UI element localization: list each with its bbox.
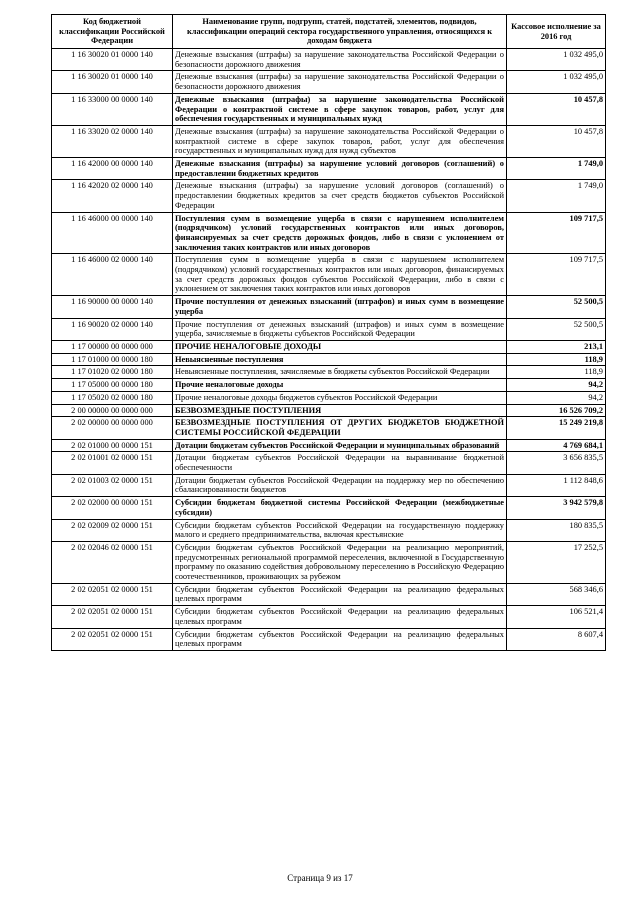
row-name-cell: Прочие поступления от денежных взысканий (штрафов) и иных сумм в возмещение ущерба bbox=[173, 296, 507, 318]
row-code-cell: 1 16 42020 02 0000 140 bbox=[52, 180, 173, 212]
table-row bbox=[52, 439, 606, 452]
table-row bbox=[52, 404, 606, 417]
row-amount-cell: 94,2 bbox=[507, 379, 606, 392]
row-code-cell: 1 16 90020 02 0000 140 bbox=[52, 318, 173, 340]
row-code-cell: 1 17 01000 00 0000 180 bbox=[52, 353, 173, 366]
row-amount-cell: 3 942 579,8 bbox=[507, 497, 606, 519]
row-name-cell: Субсидии бюджетам субъектов Российской Федерации на реализацию федеральных целевых программ bbox=[173, 583, 507, 605]
page-number: Страница 9 из 17 bbox=[287, 873, 353, 883]
row-amount-cell: 213,1 bbox=[507, 340, 606, 353]
table-body bbox=[52, 49, 606, 651]
table-row bbox=[52, 474, 606, 496]
table-row bbox=[52, 417, 606, 439]
table-row bbox=[52, 212, 606, 254]
header-amount-column: Кассовое исполнение за 2016 год bbox=[507, 15, 606, 49]
row-name-cell: БЕЗВОЗМЕЗДНЫЕ ПОСТУПЛЕНИЯ ОТ ДРУГИХ БЮДЖЕТОВ БЮДЖЕТНОЙ СИСТЕМЫ РОССИЙСКОЙ ФЕДЕРАЦИИ bbox=[173, 417, 507, 439]
row-code-cell: 1 16 90000 00 0000 140 bbox=[52, 296, 173, 318]
row-code-cell: 2 02 02009 02 0000 151 bbox=[52, 519, 173, 541]
row-amount-cell: 109 717,5 bbox=[507, 254, 606, 296]
table-row bbox=[52, 71, 606, 93]
row-code-cell: 2 02 02000 00 0000 151 bbox=[52, 497, 173, 519]
row-code-cell: 2 02 01003 02 0000 151 bbox=[52, 474, 173, 496]
row-code-cell: 1 17 00000 00 0000 000 bbox=[52, 340, 173, 353]
row-name-cell: Денежные взыскания (штрафы) за нарушение условий договоров (соглашений) о предоставлении бюджетных кредитов за счет средств бюджетов субъектов Российской Федерации bbox=[173, 180, 507, 212]
table-row bbox=[52, 452, 606, 474]
row-name-cell: Субсидии бюджетам субъектов Российской Федерации на реализацию федеральных целевых программ bbox=[173, 606, 507, 628]
table-row bbox=[52, 391, 606, 404]
row-name-cell: Субсидии бюджетам бюджетной системы Российской Федерации (межбюджетные субсидии) bbox=[173, 497, 507, 519]
budget-income-table bbox=[51, 14, 606, 651]
table-row bbox=[52, 340, 606, 353]
row-code-cell: 2 00 00000 00 0000 000 bbox=[52, 404, 173, 417]
table-row bbox=[52, 541, 606, 583]
row-amount-cell: 1 032 495,0 bbox=[507, 71, 606, 93]
table-row bbox=[52, 296, 606, 318]
row-code-cell: 2 02 02051 02 0000 151 bbox=[52, 583, 173, 605]
row-name-cell: Дотации бюджетам субъектов Российской Федерации на поддержку мер по обеспечению сбалансированности бюджетов bbox=[173, 474, 507, 496]
table-row bbox=[52, 366, 606, 379]
row-name-cell: Денежные взыскания (штрафы) за нарушение условий договоров (соглашений) о предоставлении бюджетных кредитов bbox=[173, 158, 507, 180]
header-name-column: Наименование групп, подгрупп, статей, подстатей, элементов, подвидов, классификации операций сектора государственного управления, относящихся к доходам бюджета bbox=[173, 15, 507, 49]
row-amount-cell: 1 032 495,0 bbox=[507, 49, 606, 71]
table-row bbox=[52, 158, 606, 180]
row-code-cell: 2 02 01001 02 0000 151 bbox=[52, 452, 173, 474]
row-amount-cell: 15 249 219,8 bbox=[507, 417, 606, 439]
row-name-cell: Денежные взыскания (штрафы) за нарушение законодательства Российской Федерации о контрактной системе в сфере закупок товаров, работ, услуг для обеспечения государственных и муниципальных нужд bbox=[173, 93, 507, 125]
row-code-cell: 1 17 05000 00 0000 180 bbox=[52, 379, 173, 392]
row-name-cell: Прочие поступления от денежных взысканий (штрафов) и иных сумм в возмещение ущерба, зачисляемые в бюджеты субъектов Российской Федерации bbox=[173, 318, 507, 340]
table-row bbox=[52, 180, 606, 212]
row-amount-cell: 3 656 835,5 bbox=[507, 452, 606, 474]
row-name-cell: Невыясненные поступления, зачисляемые в бюджеты субъектов Российской Федерации bbox=[173, 366, 507, 379]
row-name-cell: Дотации бюджетам субъектов Российской Федерации и муниципальных образований bbox=[173, 439, 507, 452]
row-name-cell: ПРОЧИЕ НЕНАЛОГОВЫЕ ДОХОДЫ bbox=[173, 340, 507, 353]
row-amount-cell: 1 112 848,6 bbox=[507, 474, 606, 496]
table-row bbox=[52, 379, 606, 392]
table-header-row bbox=[52, 15, 606, 49]
row-name-cell: Денежные взыскания (штрафы) за нарушение законодательства Российской Федерации о безопасности дорожного движения bbox=[173, 71, 507, 93]
row-amount-cell: 1 749,0 bbox=[507, 158, 606, 180]
row-name-cell: Невыясненные поступления bbox=[173, 353, 507, 366]
row-code-cell: 2 02 02046 02 0000 151 bbox=[52, 541, 173, 583]
row-name-cell: Субсидии бюджетам субъектов Российской Федерации на реализацию мероприятий, предусмотренных региональной программой переселения, включенной в Государственную программу по оказанию содействия добровольному переселению в Российскую Федерацию соотечественников, проживающих за рубежом bbox=[173, 541, 507, 583]
row-name-cell: Поступления сумм в возмещение ущерба в связи с нарушением исполнителем (подрядчиком) условий государственных контрактов или иных договоров, финансируемых за счет средств дорожных фондов, либо в связи с уклонением от заключения таких контрактов или иных договоров bbox=[173, 212, 507, 254]
header-code-column: Код бюджетной классификации Российской Федерации bbox=[52, 15, 173, 49]
table-row bbox=[52, 318, 606, 340]
row-amount-cell: 10 457,8 bbox=[507, 93, 606, 125]
row-name-cell: Дотации бюджетам субъектов Российской Федерации на выравнивание бюджетной обеспеченности bbox=[173, 452, 507, 474]
table-row bbox=[52, 93, 606, 125]
row-amount-cell: 180 835,5 bbox=[507, 519, 606, 541]
row-amount-cell: 118,9 bbox=[507, 353, 606, 366]
row-amount-cell: 118,9 bbox=[507, 366, 606, 379]
row-code-cell: 2 02 02051 02 0000 151 bbox=[52, 606, 173, 628]
table-row bbox=[52, 606, 606, 628]
row-amount-cell: 94,2 bbox=[507, 391, 606, 404]
row-amount-cell: 8 607,4 bbox=[507, 628, 606, 650]
row-amount-cell: 16 526 709,2 bbox=[507, 404, 606, 417]
row-name-cell: БЕЗВОЗМЕЗДНЫЕ ПОСТУПЛЕНИЯ bbox=[173, 404, 507, 417]
row-code-cell: 1 16 33020 02 0000 140 bbox=[52, 125, 173, 157]
row-amount-cell: 109 717,5 bbox=[507, 212, 606, 254]
row-amount-cell: 52 500,5 bbox=[507, 318, 606, 340]
row-name-cell: Денежные взыскания (штрафы) за нарушение законодательства Российской Федерации о контрактной системе в сфере закупок товаров, работ, услуг для обеспечения государственных и муниципальных нужд для нужд субъектов bbox=[173, 125, 507, 157]
row-amount-cell: 1 749,0 bbox=[507, 180, 606, 212]
row-amount-cell: 17 252,5 bbox=[507, 541, 606, 583]
row-name-cell: Денежные взыскания (штрафы) за нарушение законодательства Российской Федерации о безопасности дорожного движения bbox=[173, 49, 507, 71]
row-name-cell: Прочие неналоговые доходы бюджетов субъектов Российской Федерации bbox=[173, 391, 507, 404]
row-code-cell: 1 16 30020 01 0000 140 bbox=[52, 49, 173, 71]
table-row bbox=[52, 583, 606, 605]
row-name-cell: Прочие неналоговые доходы bbox=[173, 379, 507, 392]
row-code-cell: 1 17 05020 02 0000 180 bbox=[52, 391, 173, 404]
row-code-cell: 1 16 33000 00 0000 140 bbox=[52, 93, 173, 125]
row-code-cell: 1 16 42000 00 0000 140 bbox=[52, 158, 173, 180]
row-code-cell: 1 16 46000 00 0000 140 bbox=[52, 212, 173, 254]
row-name-cell: Субсидии бюджетам субъектов Российской Федерации на реализацию федеральных целевых программ bbox=[173, 628, 507, 650]
row-name-cell: Субсидии бюджетам субъектов Российской Федерации на государственную поддержку малого и среднего предпринимательства, включая крестьянские bbox=[173, 519, 507, 541]
row-code-cell: 1 17 01020 02 0000 180 bbox=[52, 366, 173, 379]
row-code-cell: 1 16 46000 02 0000 140 bbox=[52, 254, 173, 296]
row-code-cell: 1 16 30020 01 0000 140 bbox=[52, 71, 173, 93]
table-row bbox=[52, 254, 606, 296]
row-code-cell: 2 02 00000 00 0000 000 bbox=[52, 417, 173, 439]
table-row bbox=[52, 353, 606, 366]
row-amount-cell: 10 457,8 bbox=[507, 125, 606, 157]
table-row bbox=[52, 125, 606, 157]
row-code-cell: 2 02 02051 02 0000 151 bbox=[52, 628, 173, 650]
table-row bbox=[52, 49, 606, 71]
row-amount-cell: 106 521,4 bbox=[507, 606, 606, 628]
table-row bbox=[52, 519, 606, 541]
row-name-cell: Поступления сумм в возмещение ущерба в связи с нарушением исполнителем (подрядчиком) условий государственных контрактов или иных договоров, финансируемых за счет средств дорожных фондов субъектов Российской Федерации, либо в связи с уклонением от заключения таких контрактов или иных договоров bbox=[173, 254, 507, 296]
table-row bbox=[52, 497, 606, 519]
row-amount-cell: 4 769 684,1 bbox=[507, 439, 606, 452]
table-row bbox=[52, 628, 606, 650]
row-amount-cell: 568 346,6 bbox=[507, 583, 606, 605]
row-amount-cell: 52 500,5 bbox=[507, 296, 606, 318]
row-code-cell: 2 02 01000 00 0000 151 bbox=[52, 439, 173, 452]
